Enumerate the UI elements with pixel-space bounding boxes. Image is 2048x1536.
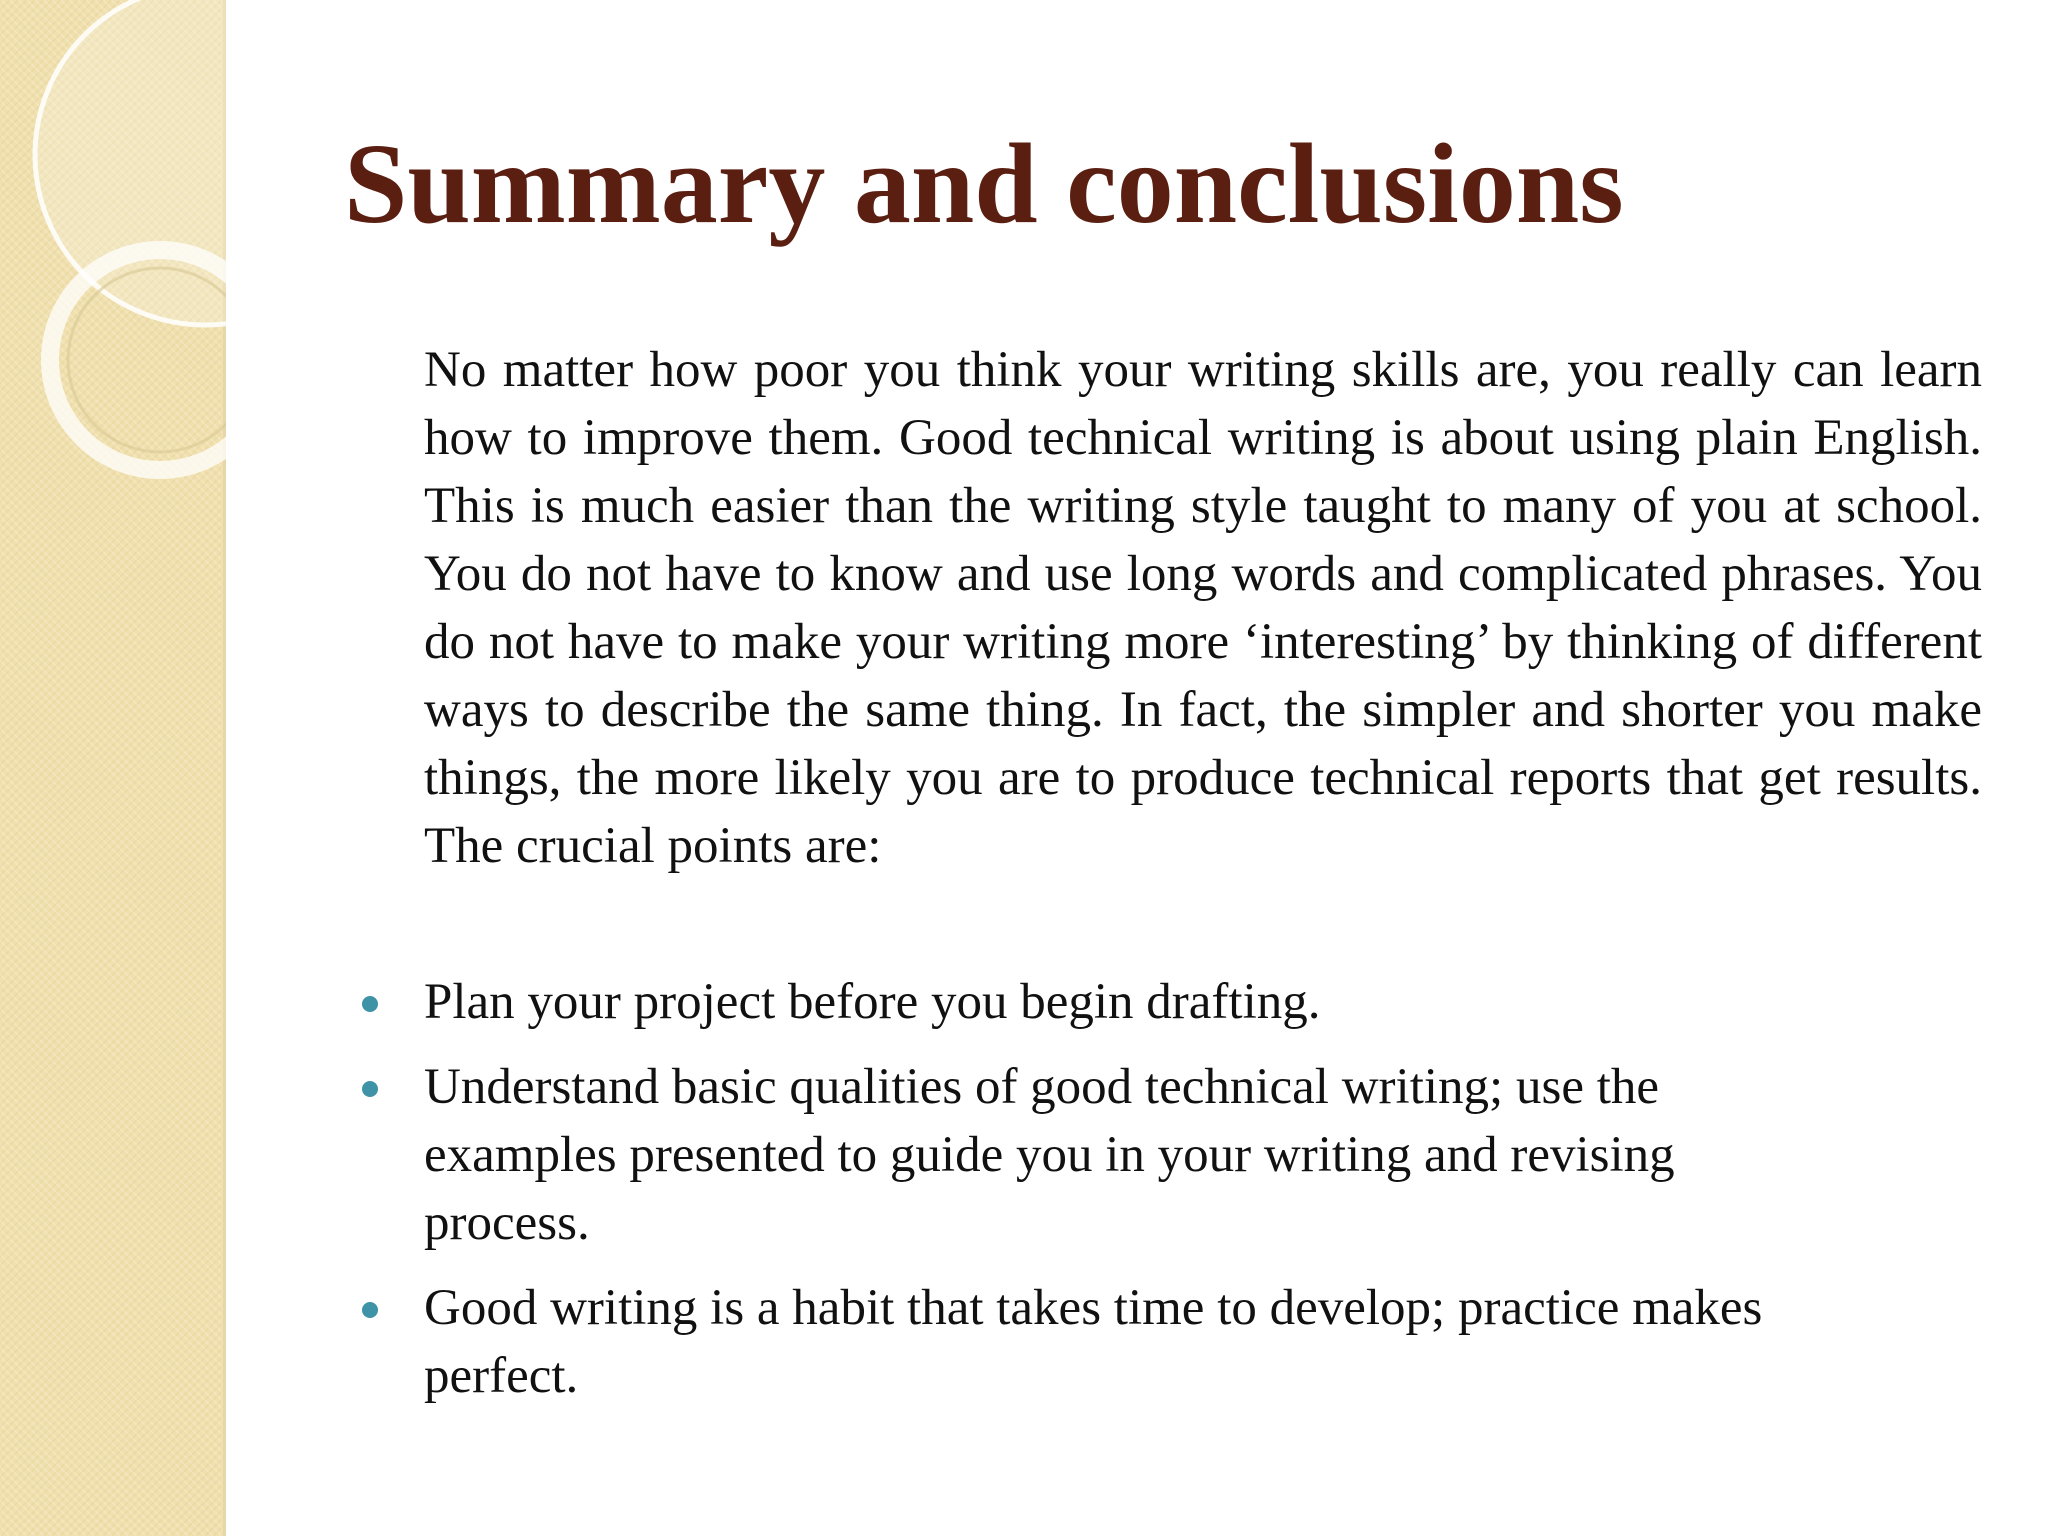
bullet-text: Plan your project before you begin drafting. (424, 974, 1321, 1030)
bullet-dot-icon (362, 1302, 378, 1318)
bullet-text: Good writing is a habit that takes time to develop; practice makes perfect. (424, 1280, 1763, 1404)
bullet-item (424, 968, 1984, 1036)
bullet-list (424, 968, 1984, 1427)
bullet-item (424, 1274, 1984, 1410)
decorative-side-band (0, 0, 226, 1536)
decorative-rings-icon (0, 0, 226, 520)
bullet-dot-icon (362, 1081, 378, 1097)
bullet-dot-icon (362, 996, 378, 1012)
bullet-text: Understand basic qualities of good technical writing; use the examples presented to guide you in your writing and revising process. (424, 1059, 1675, 1251)
slide-title: Summary and conclusions (344, 120, 1624, 247)
intro-paragraph: No matter how poor you think your writing skills are, you really can learn how to improve them. Good technical writing is about using plain English. This is much easier than the writing style taught to many of you at school. You do not have to know and use long words and complicated phrases. You do not have to make your writing more ‘interesting’ by thinking of different ways to describe the same thing. In fact, the simpler and shorter you make things, the more likely you are to produce technical reports that get results. The crucial points are: (424, 342, 1982, 874)
bullet-item (424, 1053, 1984, 1257)
